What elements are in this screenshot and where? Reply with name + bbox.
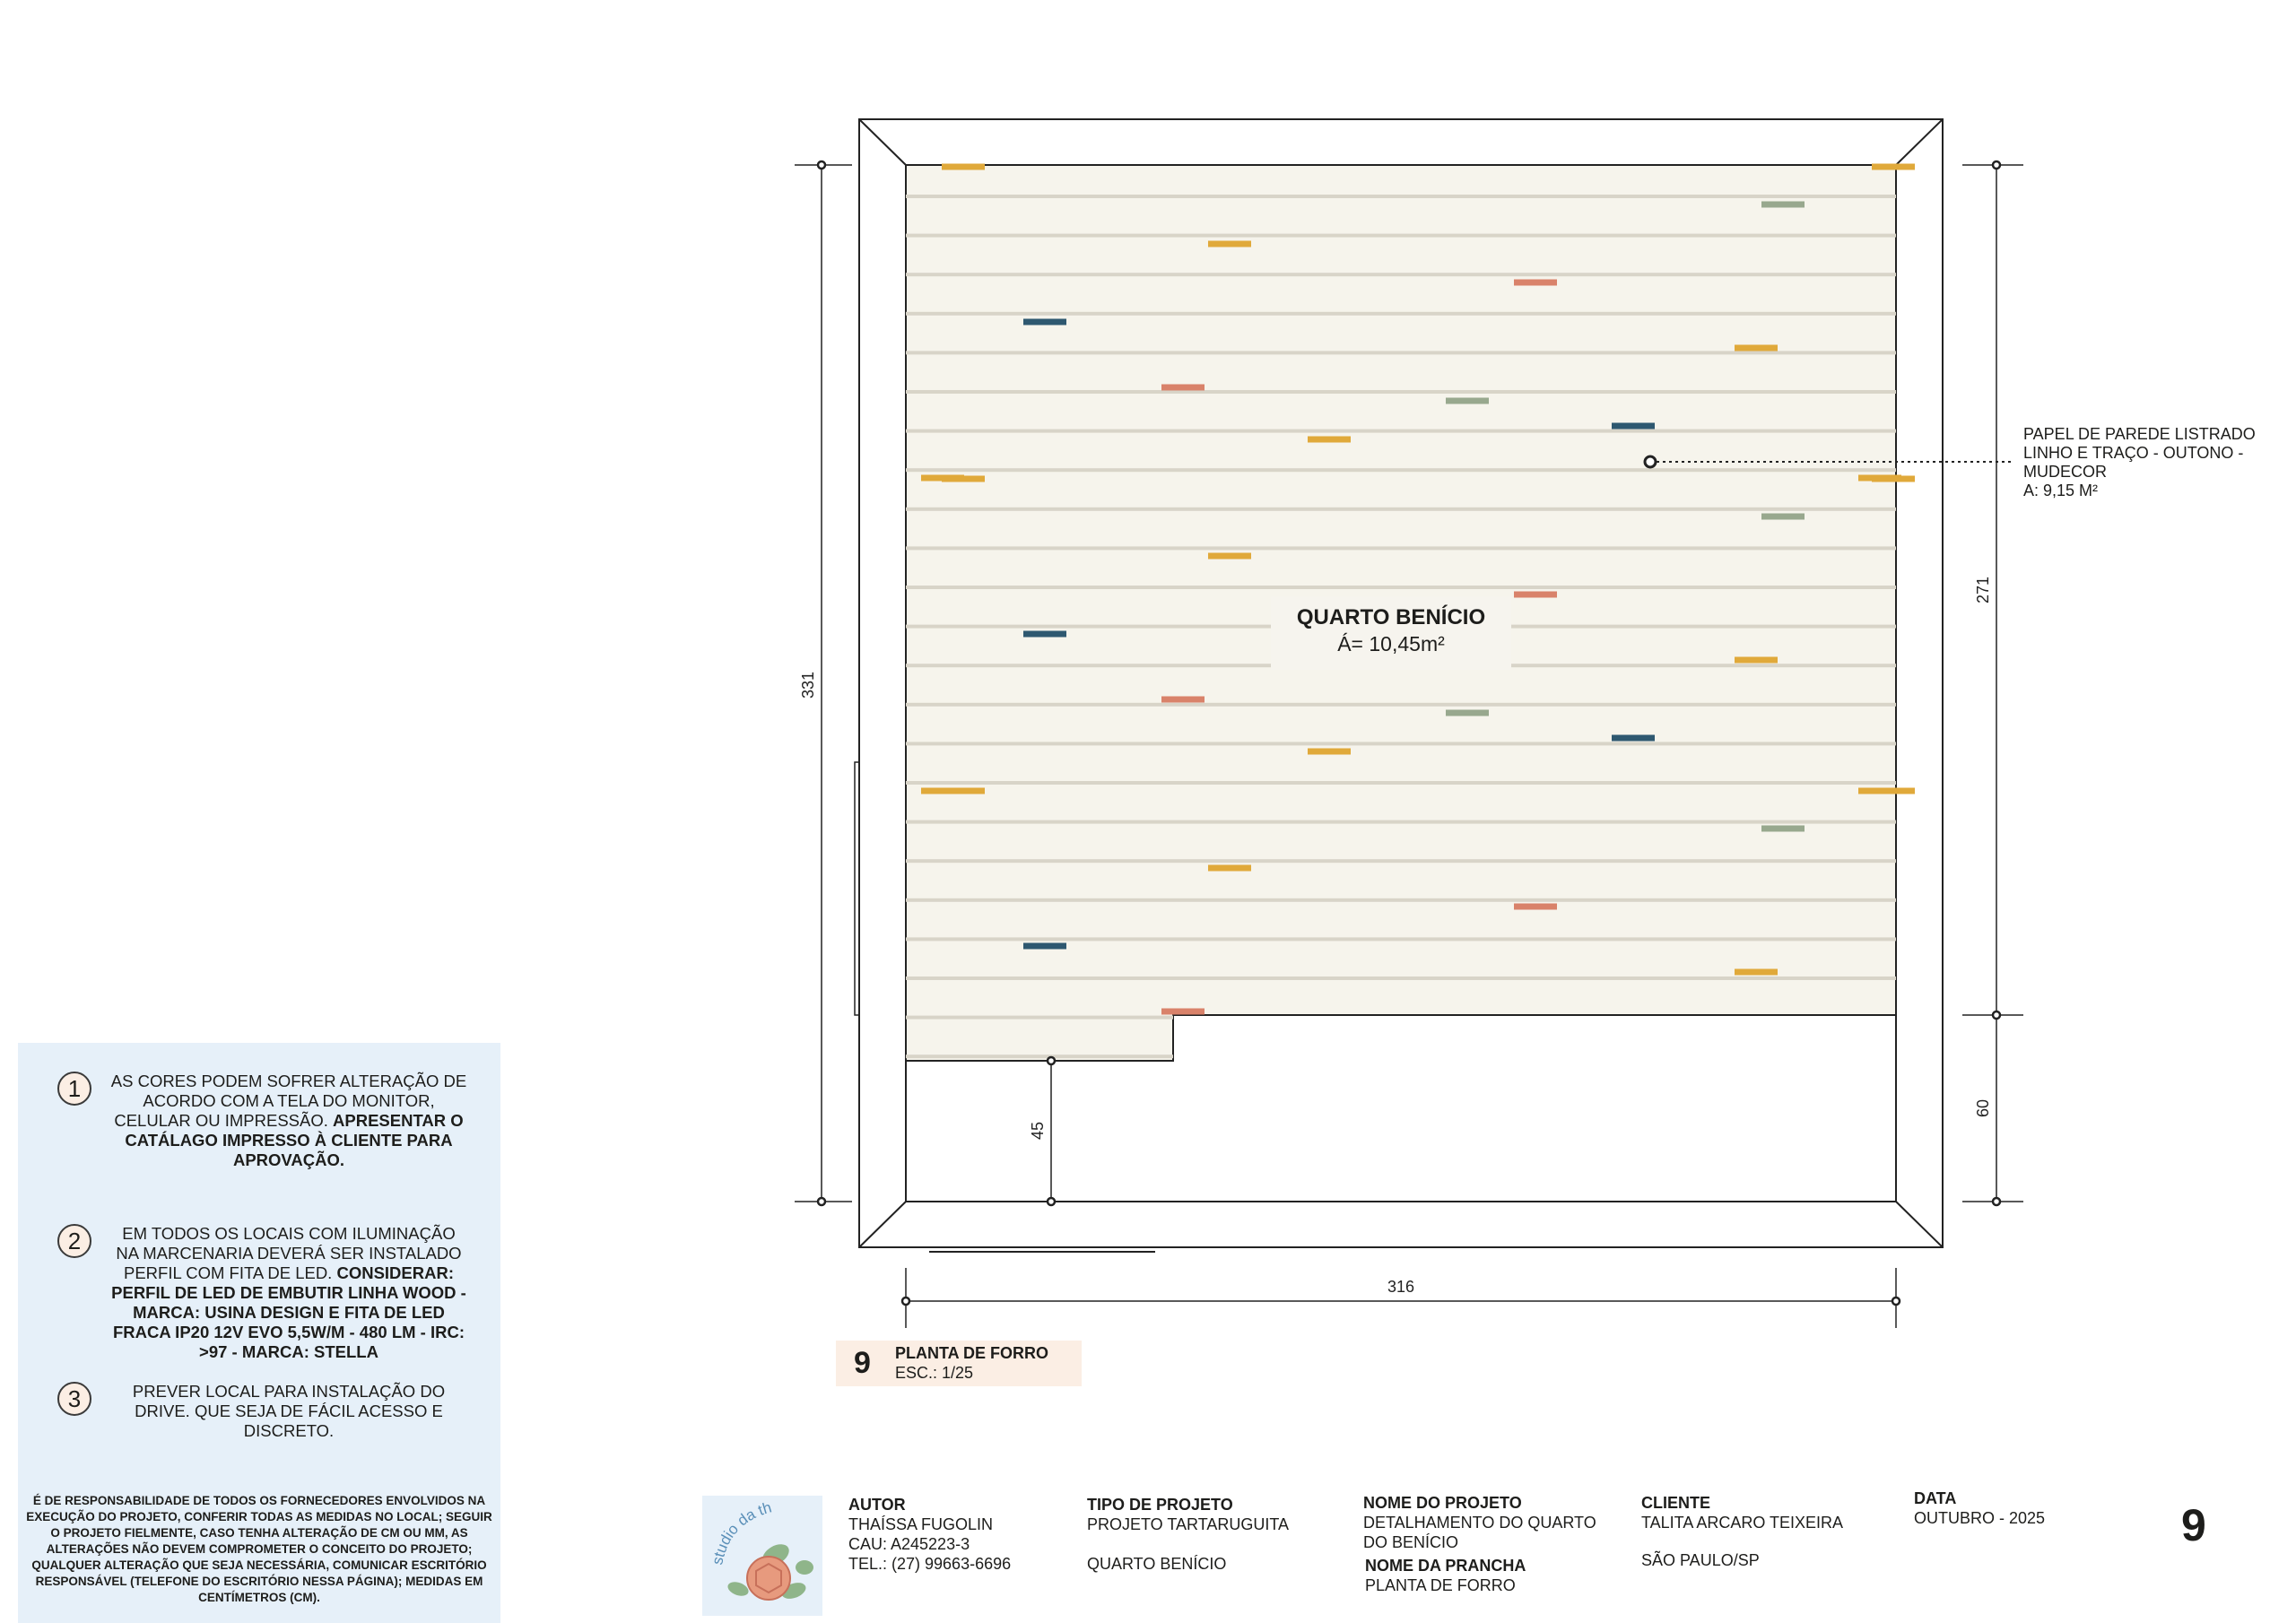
autor-tel: TEL.: (27) 99663-6696 xyxy=(848,1555,1012,1573)
nome-projeto-label: NOME DO PROJETO xyxy=(1363,1494,1522,1512)
wallpaper-stripe xyxy=(906,390,1896,394)
dim-node xyxy=(1892,1298,1900,1305)
wallpaper-stripe xyxy=(906,742,1896,745)
room-label xyxy=(1271,596,1511,670)
annotation-line: LINHO E TRAÇO - OUTONO - xyxy=(2023,444,2244,462)
prancha-value: PLANTA DE FORRO xyxy=(1365,1576,1516,1594)
wallpaper-stripe xyxy=(906,312,1896,316)
window-mark xyxy=(855,762,859,1015)
note-text xyxy=(109,1382,468,1441)
cliente-label: CLIENTE xyxy=(1641,1494,1711,1512)
annotation-point xyxy=(1645,456,1656,467)
wallpaper-stripe xyxy=(906,1055,1173,1058)
wallpaper-dash xyxy=(1446,710,1489,716)
dim-text-right-top: 271 xyxy=(1974,576,1992,604)
tipo-label: TIPO DE PROJETO xyxy=(1087,1496,1233,1514)
wallpaper-dash xyxy=(1858,788,1901,794)
wall-miter xyxy=(859,119,906,165)
wallpaper-stripe xyxy=(906,273,1896,276)
wallpaper-dash xyxy=(1735,969,1778,976)
wallpaper-dash xyxy=(1872,164,1915,170)
wallpaper-stripe xyxy=(906,468,1896,472)
drawing-name: PLANTA DE FORRO xyxy=(895,1344,1048,1362)
wallpaper-dash xyxy=(1514,904,1557,910)
autor-cau: CAU: A245223-3 xyxy=(848,1535,970,1553)
wallpaper-dash xyxy=(1514,280,1557,286)
note-text xyxy=(109,1072,468,1170)
wallpaper-dash xyxy=(1446,398,1489,404)
data-label: DATA xyxy=(1914,1489,1957,1507)
note-number: 2 xyxy=(57,1224,91,1258)
note-text-regular: AS CORES PODEM SOFRER ALTERAÇÃO DE ACORDO COM A TELA DO MONITOR, CELULAR OU IMPRESSÃO. xyxy=(110,1072,467,1130)
tipo-room: QUARTO BENÍCIO xyxy=(1087,1555,1227,1573)
data-value: OUTUBRO - 2025 xyxy=(1914,1509,2046,1527)
wallpaper-stripe xyxy=(906,703,1896,707)
wallpaper-dash xyxy=(921,788,964,794)
wallpaper-dash xyxy=(1735,345,1778,352)
studio-logo xyxy=(702,1496,822,1616)
note-text-bold: CONSIDERAR: PERFIL DE LED DE EMBUTIR LINHA WOOD - MARCA: USINA DESIGN E FITA DE LED FRACA IP20 12V EVO 5,5W/M - 480 LM - IRC: >97 - MARCA: STELLA xyxy=(111,1263,466,1361)
annotation-line: A: 9,15 M² xyxy=(2023,482,2099,499)
dim-node xyxy=(1048,1057,1055,1064)
wallpaper-stripe xyxy=(906,937,1896,941)
wallpaper-dash xyxy=(1308,437,1351,443)
wallpaper-stripe xyxy=(906,234,1896,238)
room-area: Á= 10,45m² xyxy=(1337,632,1445,655)
autor-label: AUTOR xyxy=(848,1496,906,1514)
wallpaper-dash xyxy=(1612,423,1655,430)
dim-node xyxy=(818,161,825,169)
dim-node xyxy=(1048,1198,1055,1205)
wallpaper-dash xyxy=(1023,319,1066,325)
logo-text: studio da th xyxy=(709,1498,774,1567)
wallpaper-stripe xyxy=(906,976,1896,980)
note-number: 3 xyxy=(57,1382,91,1416)
wallpaper-stripe xyxy=(906,195,1896,198)
drawing-title-tag xyxy=(836,1341,1082,1386)
wallpaper-dash xyxy=(1308,749,1351,755)
dim-node xyxy=(1993,161,2000,169)
note-text-bold: APRESENTAR O CATÁLAGO IMPRESSO À CLIENTE PARA APROVAÇÃO. xyxy=(125,1111,464,1169)
wallpaper-annotation xyxy=(2023,425,2283,500)
wallpaper-dash xyxy=(942,164,985,170)
notes-panel xyxy=(18,1043,500,1623)
dim-node xyxy=(1993,1198,2000,1205)
dim-node xyxy=(902,1298,909,1305)
disclaimer: É DE RESPONSABILIDADE DE TODOS OS FORNECEDORES ENVOLVIDOS NA EXECUÇÃO DO PROJETO, CONFERIR TODAS AS MEDIDAS NO LOCAL; SEGUIR O PROJETO FIELMENTE, CASO TENHA ALTERAÇÃO DE CM OU MM, AS ALTERAÇÕES NÃO DEVEM COMPROMETER O CONCEITO DO PROJETO; QUALQUER ALTERAÇÃO QUE SEJA NECESSÁRIA, COMUNICAR ESCRITÓRIO RESPONSÁVEL (TELEFONE DO ESCRITÓRIO NESSA PÁGINA); MEDIDAS EM CENTÍMETROS (CM). xyxy=(26,1494,492,1604)
note-text-regular: EM TODOS OS LOCAIS COM ILUMINAÇÃO NA MARCENARIA DEVERÁ SER INSTALADO PERFIL COM FITA DE LED. xyxy=(116,1224,462,1282)
wall-miter xyxy=(859,1202,906,1247)
wallpaper-stripe xyxy=(906,859,1896,863)
wallpaper-stripe xyxy=(906,586,1896,589)
dim-text-bottom: 316 xyxy=(1387,1278,1415,1296)
turtle-icon xyxy=(702,1496,822,1616)
nome-projeto-line1: DETALHAMENTO DO QUARTO xyxy=(1363,1514,1596,1532)
wallpaper-dash xyxy=(1514,592,1557,598)
wallpaper-stripe xyxy=(906,898,1896,902)
note-text-regular: PREVER LOCAL PARA INSTALAÇÃO DO DRIVE. QUE SEJA DE FÁCIL ACESSO E DISCRETO. xyxy=(132,1382,446,1440)
wallpaper-dash xyxy=(1161,385,1205,391)
wallpaper-dash xyxy=(1161,1009,1205,1015)
dim-node xyxy=(818,1198,825,1205)
sheet-number: 9 xyxy=(2181,1500,2206,1550)
wallpaper-stripe xyxy=(906,351,1896,354)
wall-miter xyxy=(1896,119,1943,165)
wallpaper-dash xyxy=(1858,475,1901,482)
note-number: 1 xyxy=(57,1072,91,1106)
wallpaper-stripe xyxy=(906,1016,1173,1020)
wallpaper-stripe xyxy=(906,781,1896,785)
autor-name: THAÍSSA FUGOLIN xyxy=(848,1515,994,1533)
wallpaper-dash xyxy=(1023,943,1066,950)
note-text xyxy=(109,1224,468,1362)
dim-text-step: 45 xyxy=(1029,1121,1047,1141)
annotation-line: MUDECOR xyxy=(2023,463,2107,481)
wallpaper-dash xyxy=(1161,697,1205,703)
wallpaper-stripe xyxy=(906,820,1896,824)
dim-node xyxy=(1993,1011,2000,1019)
wallpaper-dash xyxy=(1761,826,1805,832)
cliente-city: SÃO PAULO/SP xyxy=(1641,1551,1760,1569)
wallpaper-dash xyxy=(1761,202,1805,208)
wallpaper-dash xyxy=(1023,631,1066,638)
svg-text:studio da thai xyxy=(702,1496,773,1567)
wallpaper-dash xyxy=(1208,553,1251,560)
wallpaper-dash xyxy=(1208,865,1251,872)
dim-text-left: 331 xyxy=(799,671,817,699)
wallpaper-dash xyxy=(1208,241,1251,247)
wallpaper-stripe xyxy=(906,430,1896,433)
room-name: QUARTO BENÍCIO xyxy=(1296,605,1486,629)
wallpaper-dash xyxy=(921,475,964,482)
wall-miter xyxy=(1896,1202,1943,1247)
wallpaper-dash xyxy=(1735,657,1778,664)
drawing-scale: ESC.: 1/25 xyxy=(895,1364,974,1382)
wallpaper-stripe xyxy=(906,546,1896,550)
wallpaper-stripe xyxy=(906,508,1896,511)
annotation-line: PAPEL DE PAREDE LISTRADO xyxy=(2023,425,2256,443)
nome-projeto-line2: DO BENÍCIO xyxy=(1363,1533,1459,1551)
wallpaper-dash xyxy=(1612,735,1655,742)
drawing-number: 9 xyxy=(854,1346,871,1380)
prancha-label: NOME DA PRANCHA xyxy=(1365,1557,1526,1575)
wallpaper-dash xyxy=(1761,514,1805,520)
tipo-value: PROJETO TARTARUGUITA xyxy=(1087,1515,1290,1533)
cliente-name: TALITA ARCARO TEIXEIRA xyxy=(1641,1514,1844,1532)
dim-text-right-bottom: 60 xyxy=(1974,1098,1992,1118)
